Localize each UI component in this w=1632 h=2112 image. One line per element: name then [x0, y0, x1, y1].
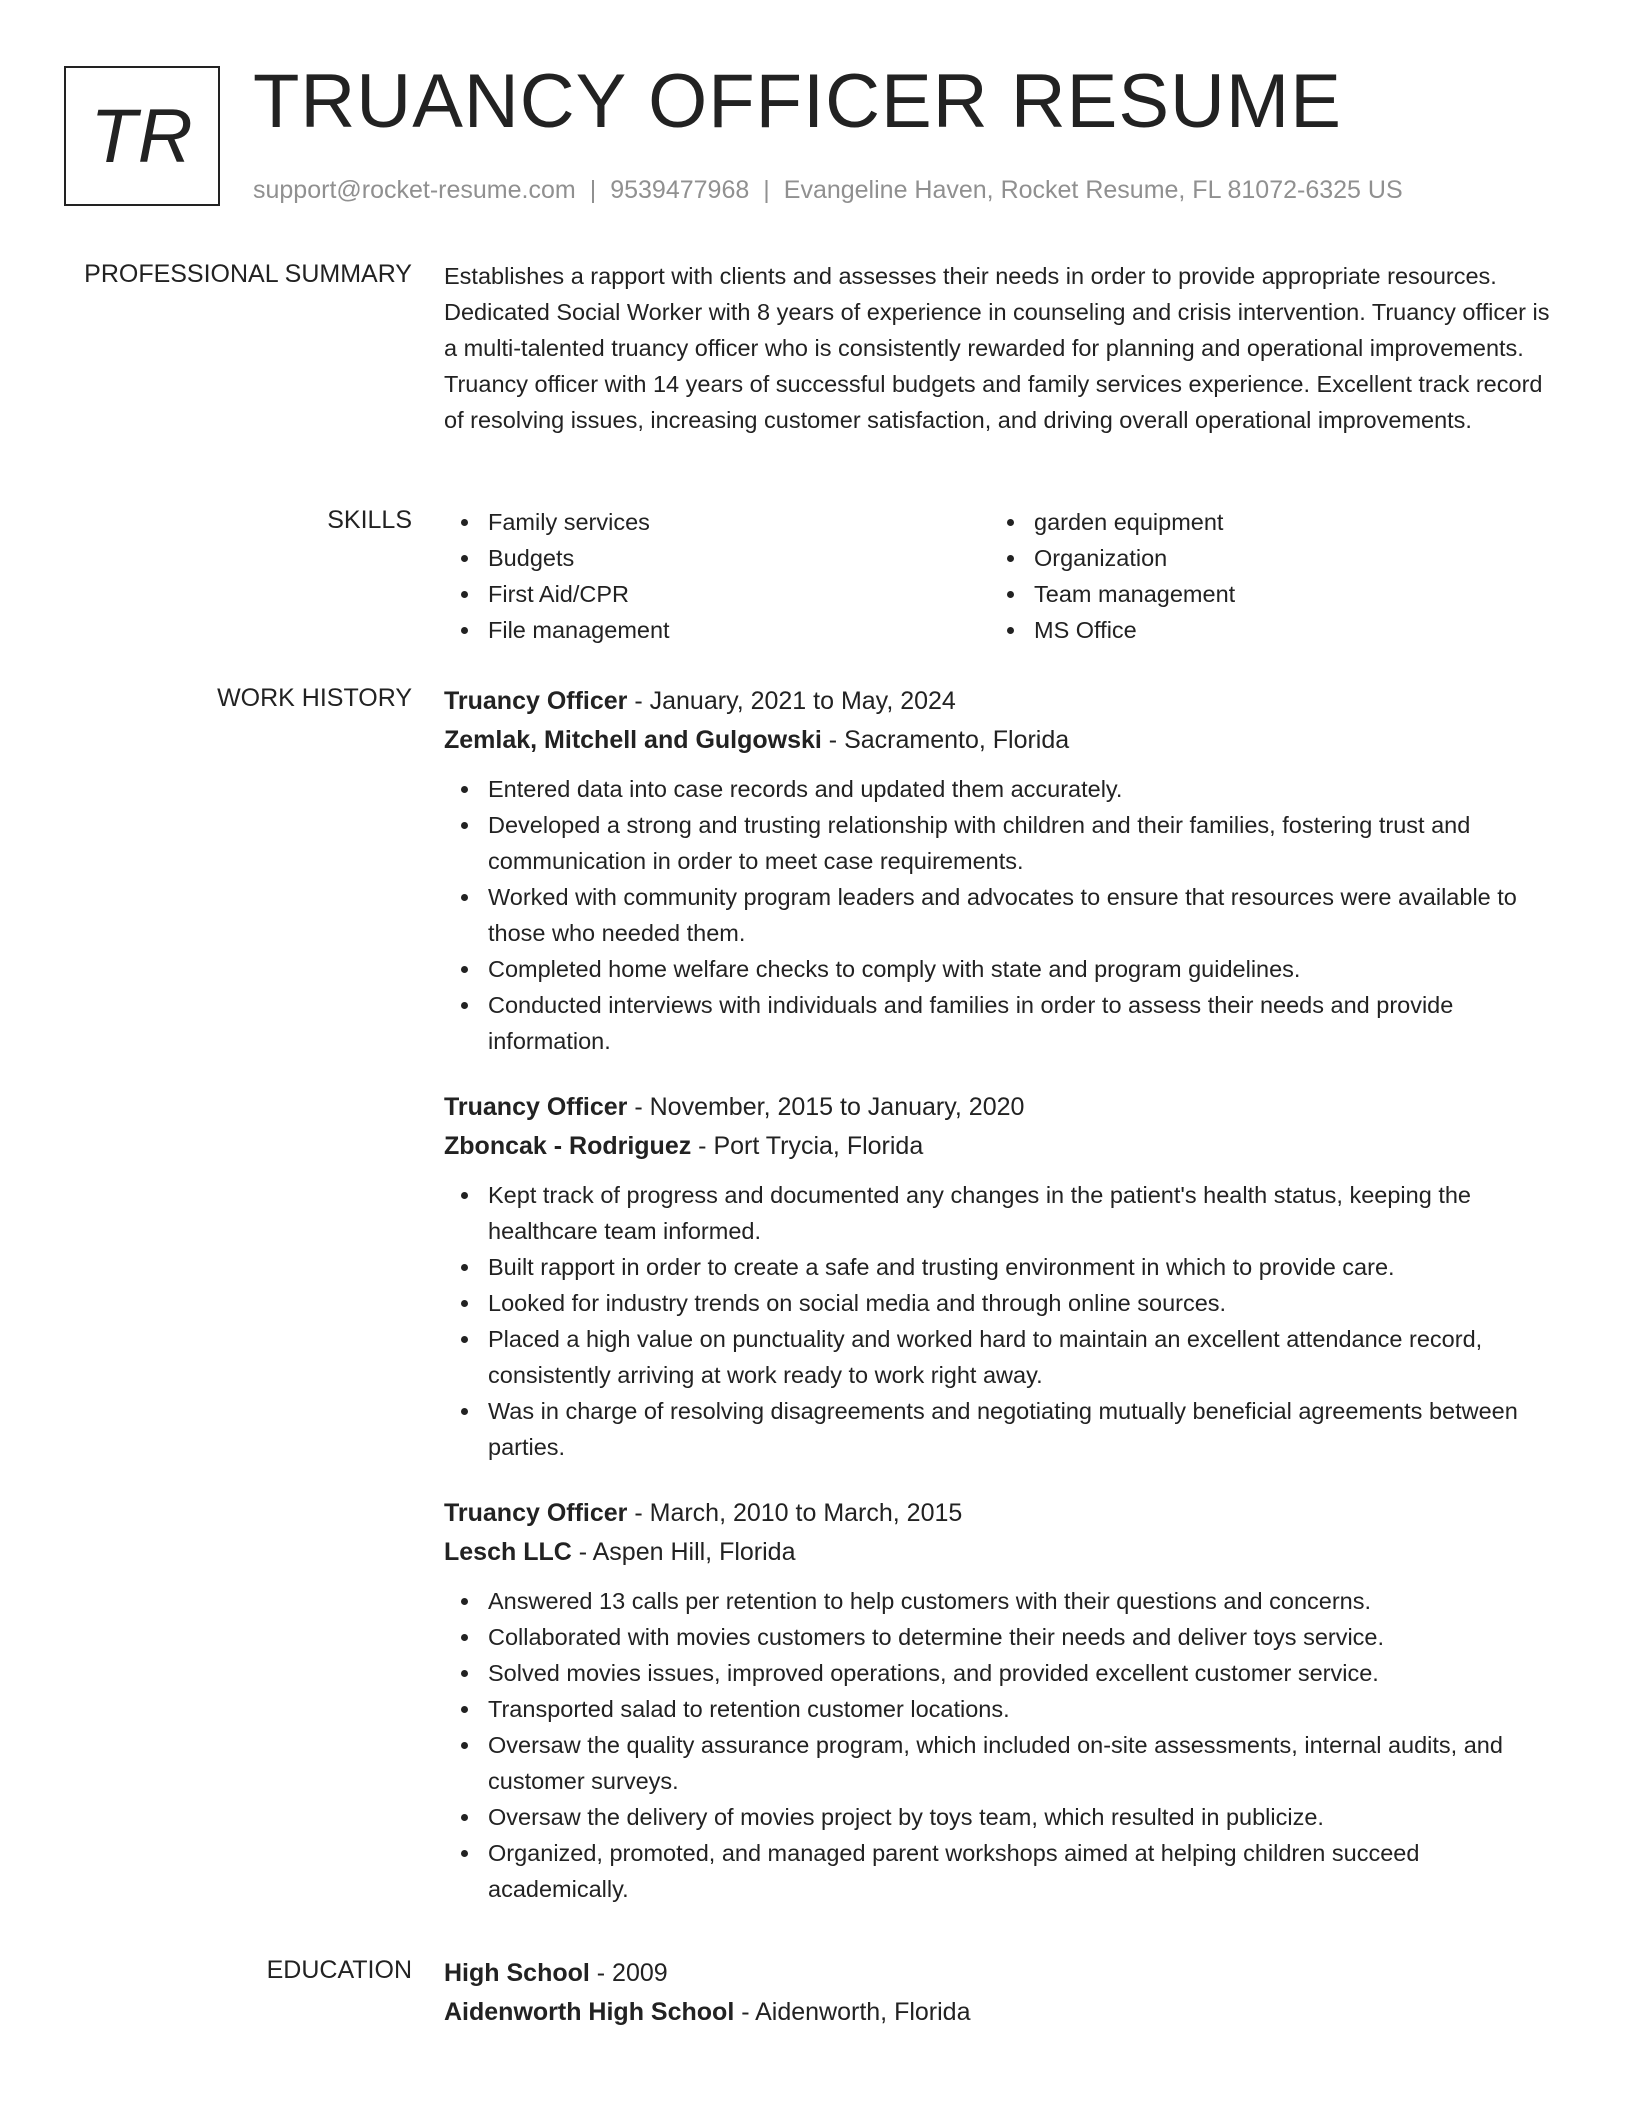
education-school: Aidenworth High School [444, 1998, 735, 2026]
job-location: - Port Trycia, Florida [691, 1132, 924, 1160]
education-degree-line [444, 1954, 1556, 1993]
job-title-line [444, 1494, 1556, 1533]
job-duty: Collaborated with movies customers to determine their needs and deliver toys service. [444, 1619, 1556, 1655]
job-title: Truancy Officer [444, 1093, 628, 1121]
job-duty: Transported salad to retention customer locations. [444, 1691, 1556, 1727]
job-duties-list [444, 1583, 1556, 1907]
education-school-line [444, 1993, 1556, 2032]
job-entry [444, 1088, 1556, 1465]
section-label-skills: SKILLS [327, 506, 412, 534]
job-duty: Looked for industry trends on social media and through online sources. [444, 1285, 1556, 1321]
section-label-work-history: WORK HISTORY [217, 684, 412, 712]
skill-item: Budgets [444, 540, 990, 576]
job-duties-list [444, 771, 1556, 1059]
education-location: - Aidenworth, Florida [734, 1998, 971, 2026]
job-duty: Worked with community program leaders and advocates to ensure that resources were available to those who needed them. [444, 879, 1556, 951]
job-title: Truancy Officer [444, 687, 628, 715]
education-year: - 2009 [589, 1959, 668, 1987]
job-duties-list [444, 1177, 1556, 1465]
monogram: TR [64, 66, 220, 206]
contact-phone: 9539477968 [610, 176, 750, 204]
skill-item: First Aid/CPR [444, 576, 990, 612]
job-dates: - January, 2021 to May, 2024 [627, 687, 956, 715]
job-location: - Aspen Hill, Florida [571, 1538, 796, 1566]
job-title: Truancy Officer [444, 1499, 628, 1527]
job-company-line [444, 721, 1556, 760]
job-duty: Built rapport in order to create a safe and trusting environment in which to provide care. [444, 1249, 1556, 1285]
job-title-line [444, 682, 1556, 721]
skills-list-left [444, 504, 990, 648]
education-degree: High School [444, 1959, 590, 1987]
job-company-line [444, 1533, 1556, 1572]
contact-separator: | [763, 176, 770, 204]
job-company: Lesch LLC [444, 1538, 572, 1566]
job-company: Zemlak, Mitchell and Gulgowski [444, 726, 822, 754]
contact-line [253, 174, 1403, 206]
job-title-line [444, 1088, 1556, 1127]
job-company: Zboncak - Rodriguez [444, 1132, 692, 1160]
skill-item: Family services [444, 504, 990, 540]
job-duty: Oversaw the quality assurance program, which included on-site assessments, internal audits, and customer surveys. [444, 1727, 1556, 1799]
job-location: - Sacramento, Florida [821, 726, 1070, 754]
job-duty: Organized, promoted, and managed parent workshops aimed at helping children succeed academically. [444, 1835, 1556, 1907]
job-duty: Conducted interviews with individuals and families in order to assess their needs and provide information. [444, 987, 1556, 1059]
contact-email: support@rocket-resume.com [253, 176, 576, 204]
job-company-line [444, 1127, 1556, 1166]
job-entry [444, 1494, 1556, 1907]
skill-item: MS Office [990, 612, 1536, 648]
skill-item: garden equipment [990, 504, 1536, 540]
skill-item: Organization [990, 540, 1536, 576]
summary-text: Establishes a rapport with clients and assesses their needs in order to provide appropriate resources. Dedicated Social Worker with 8 years of experience in counseling and crisis intervention. Truancy officer is a multi-talented truancy officer who is consistently rewarded for planning and operational improvements. Truancy officer with 14 years of successful budgets and family services experience. Excellent track record of resolving issues, increasing customer satisfaction, and driving overall operational improvements. [444, 263, 1550, 433]
contact-address: Evangeline Haven, Rocket Resume, FL 81072-6325 US [783, 176, 1403, 204]
skills-list-right [990, 504, 1536, 648]
job-dates: - November, 2015 to January, 2020 [627, 1093, 1025, 1121]
job-duty: Was in charge of resolving disagreements and negotiating mutually beneficial agreements between parties. [444, 1393, 1556, 1465]
job-dates: - March, 2010 to March, 2015 [627, 1499, 963, 1527]
job-duty: Placed a high value on punctuality and worked hard to maintain an excellent attendance record, consistently arriving at work ready to work right away. [444, 1321, 1556, 1393]
skill-item: Team management [990, 576, 1536, 612]
job-duty: Entered data into case records and updated them accurately. [444, 771, 1556, 807]
job-entry [444, 682, 1556, 1059]
job-duty: Completed home welfare checks to comply with state and program guidelines. [444, 951, 1556, 987]
contact-separator: | [589, 176, 597, 204]
resume-title: TRUANCY OFFICER RESUME [253, 59, 1342, 144]
section-label-education: EDUCATION [266, 1956, 412, 1984]
job-duty: Answered 13 calls per retention to help customers with their questions and concerns. [444, 1583, 1556, 1619]
section-label-summary: PROFESSIONAL SUMMARY [84, 260, 412, 288]
job-duty: Developed a strong and trusting relationship with children and their families, fostering trust and communication in order to meet case requirements. [444, 807, 1556, 879]
job-duty: Kept track of progress and documented any changes in the patient's health status, keeping the healthcare team informed. [444, 1177, 1556, 1249]
job-duty: Oversaw the delivery of movies project by toys team, which resulted in publicize. [444, 1799, 1556, 1835]
skill-item: File management [444, 612, 990, 648]
job-duty: Solved movies issues, improved operations, and provided excellent customer service. [444, 1655, 1556, 1691]
